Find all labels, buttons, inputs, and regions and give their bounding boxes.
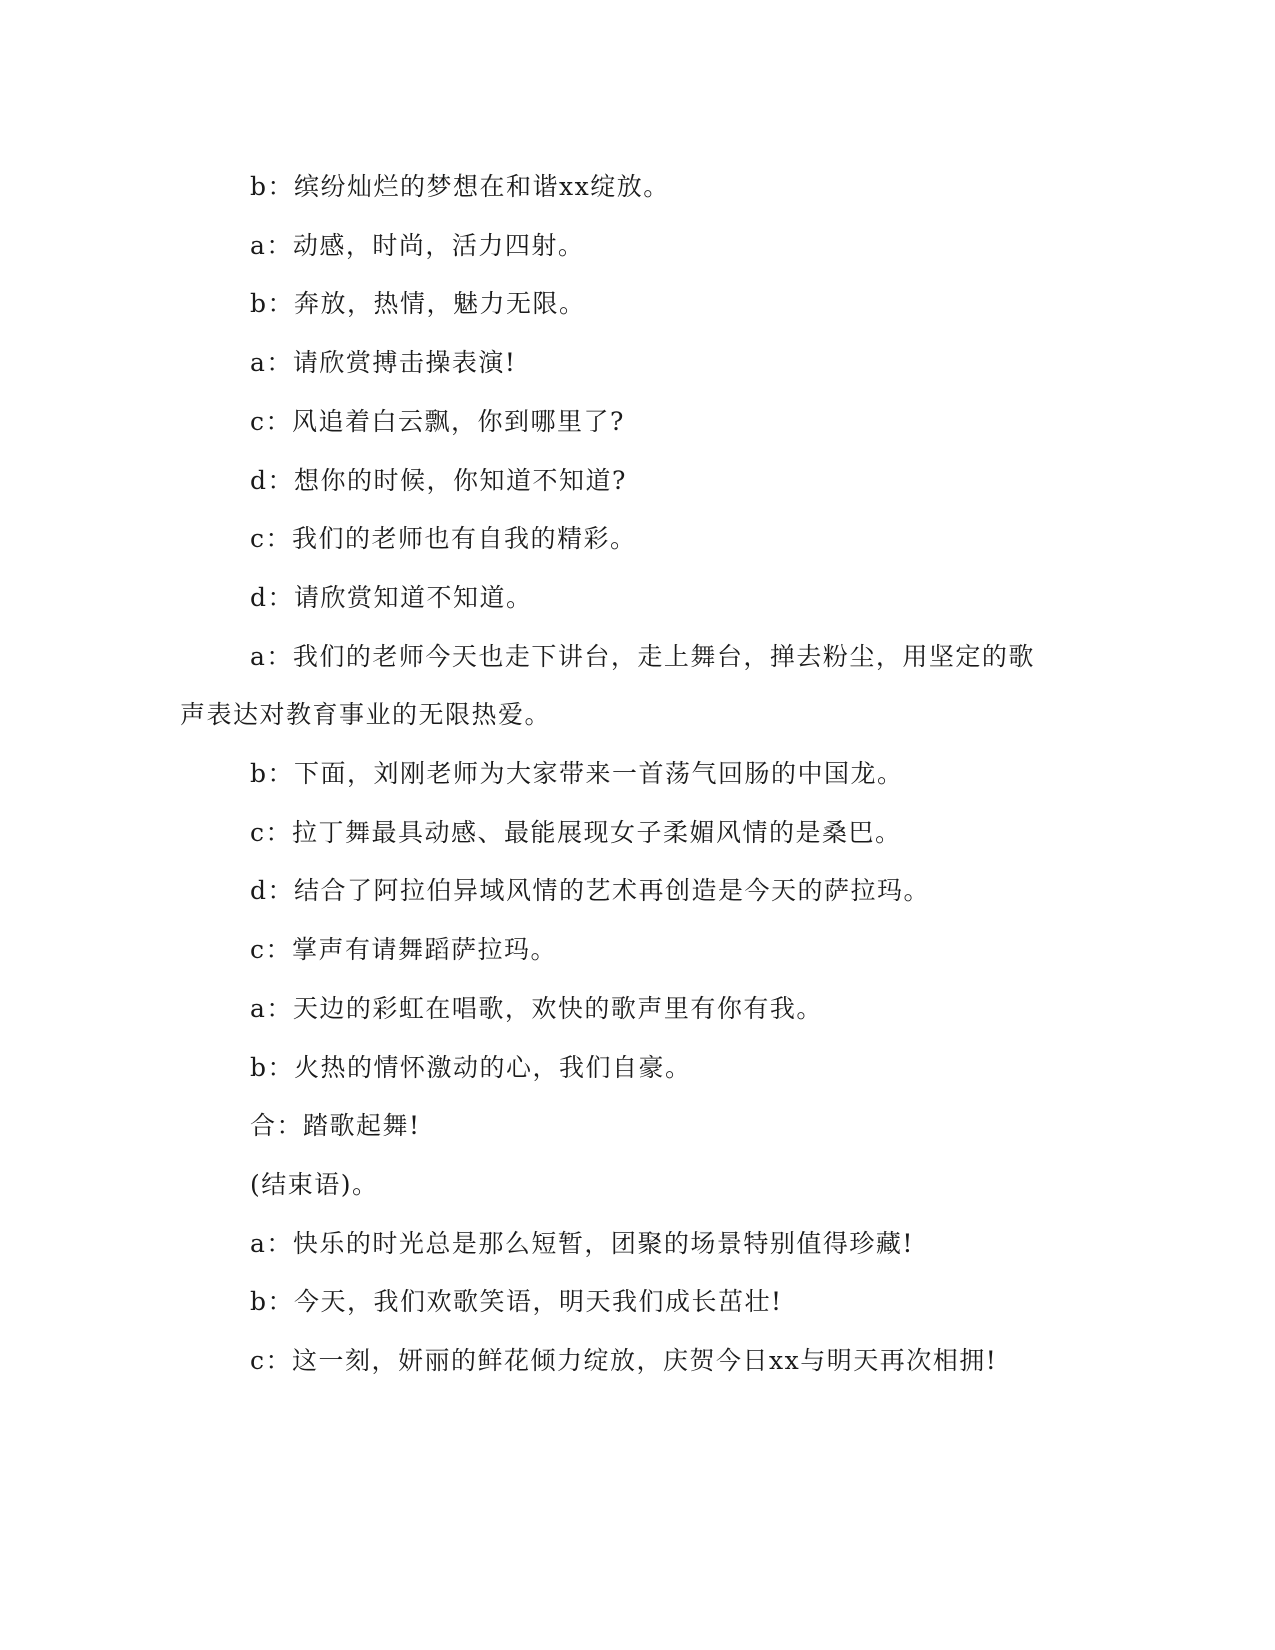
paragraph: d：请欣赏知道不知道。 (250, 582, 533, 612)
paragraph: c：风追着白云飘，你到哪里了? (250, 406, 625, 436)
paragraph: b：奔放，热情，魅力无限。 (250, 289, 586, 319)
paragraph: b：下面，刘刚老师为大家带来一首荡气回肠的中国龙。 (250, 759, 904, 789)
document-body (180, 158, 1040, 1391)
paragraph: a：动感，时尚，活力四射。 (250, 230, 585, 260)
paragraph: d：想你的时候，你知道不知道? (250, 465, 627, 495)
paragraph: 合：踏歌起舞! (250, 1111, 421, 1141)
paragraph: c：我们的老师也有自我的精彩。 (250, 524, 637, 554)
paragraph: b：今天，我们欢歌笑语，明天我们成长茁壮! (250, 1287, 783, 1317)
paragraph: (结束语)。 (250, 1169, 379, 1199)
paragraph: a：请欣赏搏击操表演! (250, 348, 517, 378)
paragraph: b：缤纷灿烂的梦想在和谐xx绽放。 (250, 172, 670, 201)
paragraph: c：拉丁舞最具动感、最能展现女子柔媚风情的是桑巴。 (250, 817, 902, 847)
paragraph: a：天边的彩虹在唱歌，欢快的歌声里有你有我。 (250, 993, 823, 1023)
paragraph: a：我们的老师今天也走下讲台，走上舞台，掸去粉尘，用坚定的歌声表达对教育事业的无限热爱。 (180, 641, 1035, 730)
paragraph: c：这一刻，妍丽的鲜花倾力绽放，庆贺今日xx与明天再次相拥! (250, 1346, 998, 1376)
paragraph: c：掌声有请舞蹈萨拉玛。 (250, 935, 558, 965)
paragraph: a：快乐的时光总是那么短暂，团聚的场景特别值得珍藏! (250, 1228, 914, 1258)
paragraph: b：火热的情怀激动的心，我们自豪。 (250, 1052, 692, 1082)
paragraph: d：结合了阿拉伯异域风情的艺术再创造是今天的萨拉玛。 (250, 876, 931, 906)
